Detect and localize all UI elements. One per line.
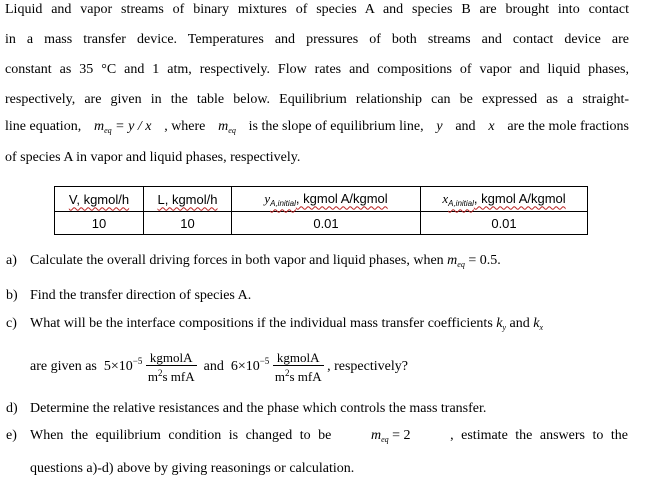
question-e <box>6 428 628 444</box>
question-e-text: When the equilibrium condition is changed to be <box>30 428 332 443</box>
question-a-value: = 0.5 <box>468 253 498 268</box>
x-symbol: x <box>488 119 495 134</box>
where-text: , where <box>164 119 206 134</box>
header-liquid-flow <box>144 187 232 212</box>
question-e-value: = 2 <box>392 428 411 443</box>
cell-vapor-flow: 10 <box>55 212 144 235</box>
kx-unit-den-m: m <box>274 369 285 384</box>
mole-fraction-text: are the mole fractions <box>507 119 629 134</box>
m-symbol-2: m <box>218 119 229 134</box>
question-a-m: m <box>447 253 458 268</box>
table-header-row <box>55 187 588 212</box>
question-e-eq: eq <box>381 435 389 444</box>
ky-unit-fraction <box>146 350 197 384</box>
ky-unit-den-rest: s mfA <box>162 369 195 384</box>
header-y-initial <box>232 187 421 212</box>
kx-subscript: x <box>539 323 544 332</box>
question-b <box>6 288 251 304</box>
question-e-equation <box>371 428 411 444</box>
ky-unit-den-m: m <box>147 369 158 384</box>
question-c2-end: , respectively? <box>327 359 408 375</box>
intro-line-5-start: line equation, <box>5 119 82 134</box>
question-d-label: d) <box>6 401 18 416</box>
question-a-end: . <box>497 253 501 268</box>
kx-unit-denominator <box>273 366 324 384</box>
x-initial-unit: , kgmol A/kgmol <box>473 190 566 206</box>
question-a <box>6 253 501 269</box>
question-c-label: c) <box>6 316 17 331</box>
question-c-line-2 <box>30 350 408 384</box>
question-c-text: What will be the interface compositions if the individual mass transfer coefficients <box>30 316 493 331</box>
question-e-text-2: , estimate the answers to the <box>450 428 628 443</box>
kx-unit-fraction <box>273 350 324 384</box>
intro-line-2: in a mass transfer device. Temperatures and pressures of both streams and contact device are <box>5 32 629 47</box>
and-text: and <box>455 119 476 134</box>
question-c <box>6 316 543 332</box>
cell-liquid-flow: 10 <box>144 212 232 235</box>
question-e-line-2: questions a)-d) above by giving reasonings or calculation. <box>30 461 355 476</box>
eq-subscript: eq <box>104 126 112 135</box>
y-symbol: y <box>436 119 443 134</box>
header-liquid-flow-label: L, kgmol/h <box>157 191 218 207</box>
question-b-text: Find the transfer direction of species A. <box>30 288 252 303</box>
kx-exponent: −5 <box>259 356 270 367</box>
y-initial-unit: , kgmol A/kgmol <box>295 190 388 206</box>
question-c2-pre: are given as <box>30 359 97 375</box>
equilibrium-equation <box>94 119 151 135</box>
intro-line-6: of species A in vapor and liquid phases, respectively. <box>5 150 301 165</box>
ky-unit-den-exp: 2 <box>157 368 163 378</box>
ky-subscript: y <box>502 323 507 332</box>
y-initial-symbol: y <box>264 190 271 206</box>
question-a-label: a) <box>6 253 17 268</box>
x-initial-symbol: x <box>442 190 449 206</box>
kx-unit-den-exp: 2 <box>284 368 290 378</box>
kx-mantissa: 6×10 <box>230 359 260 375</box>
question-c2-and: and <box>203 359 224 375</box>
header-x-initial <box>421 187 588 212</box>
kx-value <box>230 356 270 375</box>
table-row <box>55 212 588 235</box>
header-vapor-flow <box>55 187 144 212</box>
ky-unit-denominator <box>146 366 197 384</box>
ky-mantissa: 5×10 <box>103 359 133 375</box>
flow-table <box>54 186 588 235</box>
kx-unit-numerator: kgmolA <box>273 350 324 366</box>
kx-unit-den-rest: s mfA <box>289 369 322 384</box>
x-initial-subscript: A,initial <box>448 198 474 208</box>
question-a-eq: eq <box>457 260 465 269</box>
ky-value <box>103 356 143 375</box>
slope-symbol <box>218 119 236 135</box>
ky-exponent: −5 <box>132 356 143 367</box>
header-vapor-flow-label: V, kgmol/h <box>68 191 130 207</box>
equation-rhs: = y / x <box>115 119 152 134</box>
question-e-label: e) <box>6 428 17 443</box>
m-symbol: m <box>93 119 105 134</box>
question-e-m: m <box>370 428 382 443</box>
kx-symbol: k <box>533 316 540 331</box>
question-d <box>6 401 486 417</box>
intro-line-3: constant as 35 °C and 1 atm, respectively. Flow rates and compositions of vapor and liquid phases, <box>5 62 629 77</box>
ky-unit-numerator: kgmolA <box>146 350 197 366</box>
intro-line-4: respectively, are given in the table below. Equilibrium relationship can be expressed as a straight- <box>5 92 629 107</box>
question-d-text: Determine the relative resistances and the phase which controls the mass transfer. <box>30 401 487 416</box>
y-initial-subscript: A,initial <box>270 198 296 208</box>
cell-y-initial: 0.01 <box>232 212 421 235</box>
question-c-and: and <box>509 316 530 331</box>
ky-symbol: k <box>496 316 503 331</box>
question-e-line-1 <box>30 428 628 444</box>
intro-line-5 <box>5 119 629 135</box>
question-a-text: Calculate the overall driving forces in both vapor and liquid phases, when <box>30 253 444 268</box>
slope-text: is the slope of equilibrium line, <box>248 119 424 134</box>
cell-x-initial: 0.01 <box>421 212 588 235</box>
eq-subscript-2: eq <box>228 126 236 135</box>
intro-line-1: Liquid and vapor streams of binary mixtures of species A and species B are brought into contact <box>5 2 629 17</box>
question-b-label: b) <box>6 288 18 303</box>
